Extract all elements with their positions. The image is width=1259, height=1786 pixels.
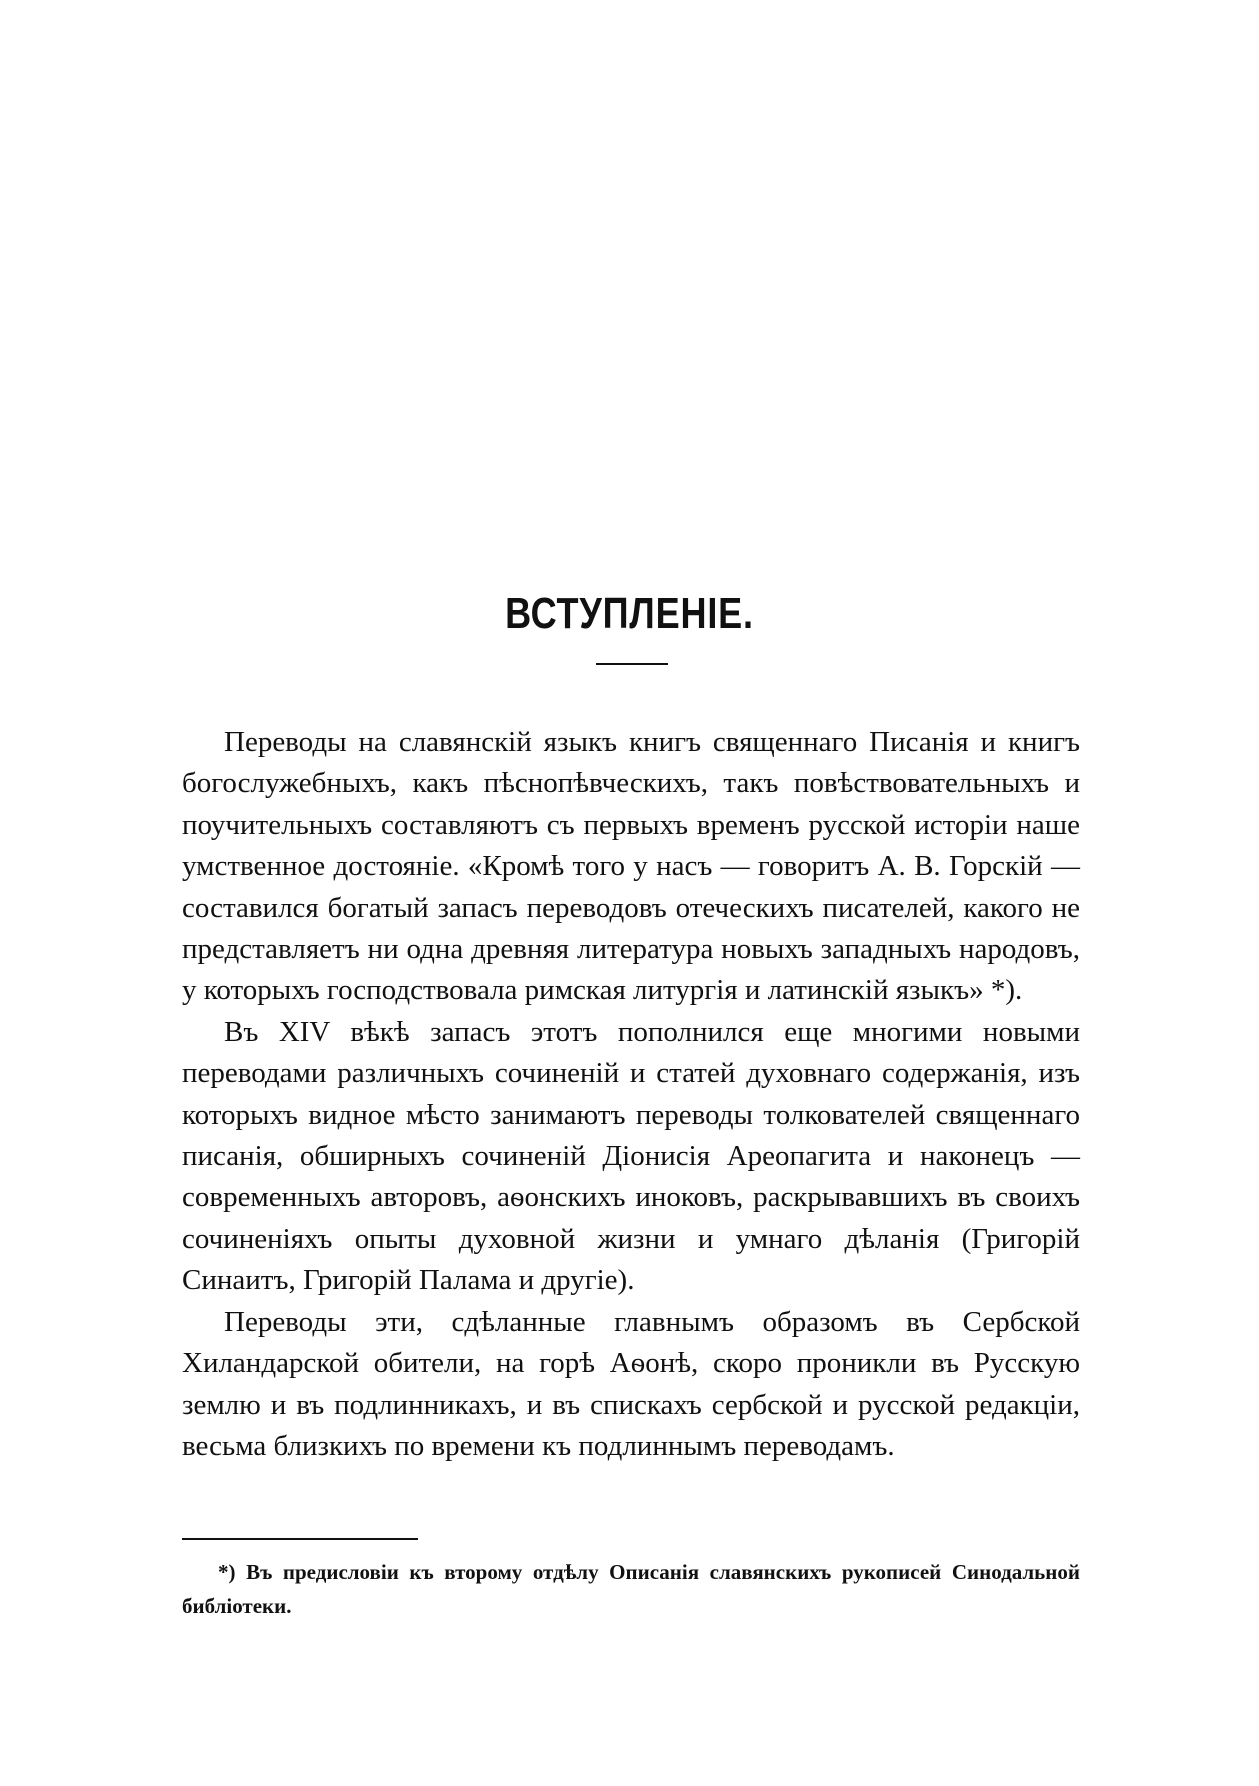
- footnote: [182, 1555, 1080, 1623]
- main-text: [182, 722, 1080, 1467]
- page-title: ВСТУПЛЕНІЕ.: [505, 589, 754, 639]
- title-divider: [596, 663, 668, 665]
- paragraph-3: Переводы эти, сдѣланные главнымъ образомъ въ Сербской Хиландарской обители, на горѣ Аѳонѣ, скоро проникли въ Русскую землю и въ подлинникахъ, и въ спискахъ сербской и русской редакціи, весьма близкихъ по времени къ подлиннымъ переводамъ.: [182, 1305, 1080, 1462]
- paragraph-2: Въ XIV вѣкѣ запасъ этотъ пополнился еще многими новыми переводами различныхъ сочиненій и статей духовнаго содержанія, изъ которыхъ видное мѣсто занимаютъ переводы толкователей священнаго писанія, обширныхъ сочиненій Діонисія Ареопагита и наконецъ — современныхъ авторовъ, аѳонскихъ иноковъ, раскрывавшихъ въ своихъ сочиненіяхъ опыты духовной жизни и умнаго дѣланія (Григорій Синаитъ, Григорій Палама и другіе).: [182, 1015, 1080, 1297]
- paragraph-1: Переводы на славянскій языкъ книгъ священнаго Писанія и книгъ богослужебныхъ, какъ пѣснопѣвческихъ, такъ повѣствовательныхъ и поучительныхъ составляютъ съ первыхъ временъ русской исторіи наше умственное достояніе. «Кромѣ того у насъ — говоритъ А. В. Горскій — составился богатый запасъ переводовъ отеческихъ писателей, какого не представляетъ ни одна древняя литература новыхъ западныхъ народовъ, у которыхъ господствовала римская литургія и латинскій языкъ» *).: [182, 726, 1080, 1007]
- footnote-text: *) Въ предисловіи къ второму отдѣлу Описанія славянскихъ рукописей Синодальной библіотеки.: [182, 1560, 1080, 1618]
- footnote-divider: [182, 1538, 418, 1540]
